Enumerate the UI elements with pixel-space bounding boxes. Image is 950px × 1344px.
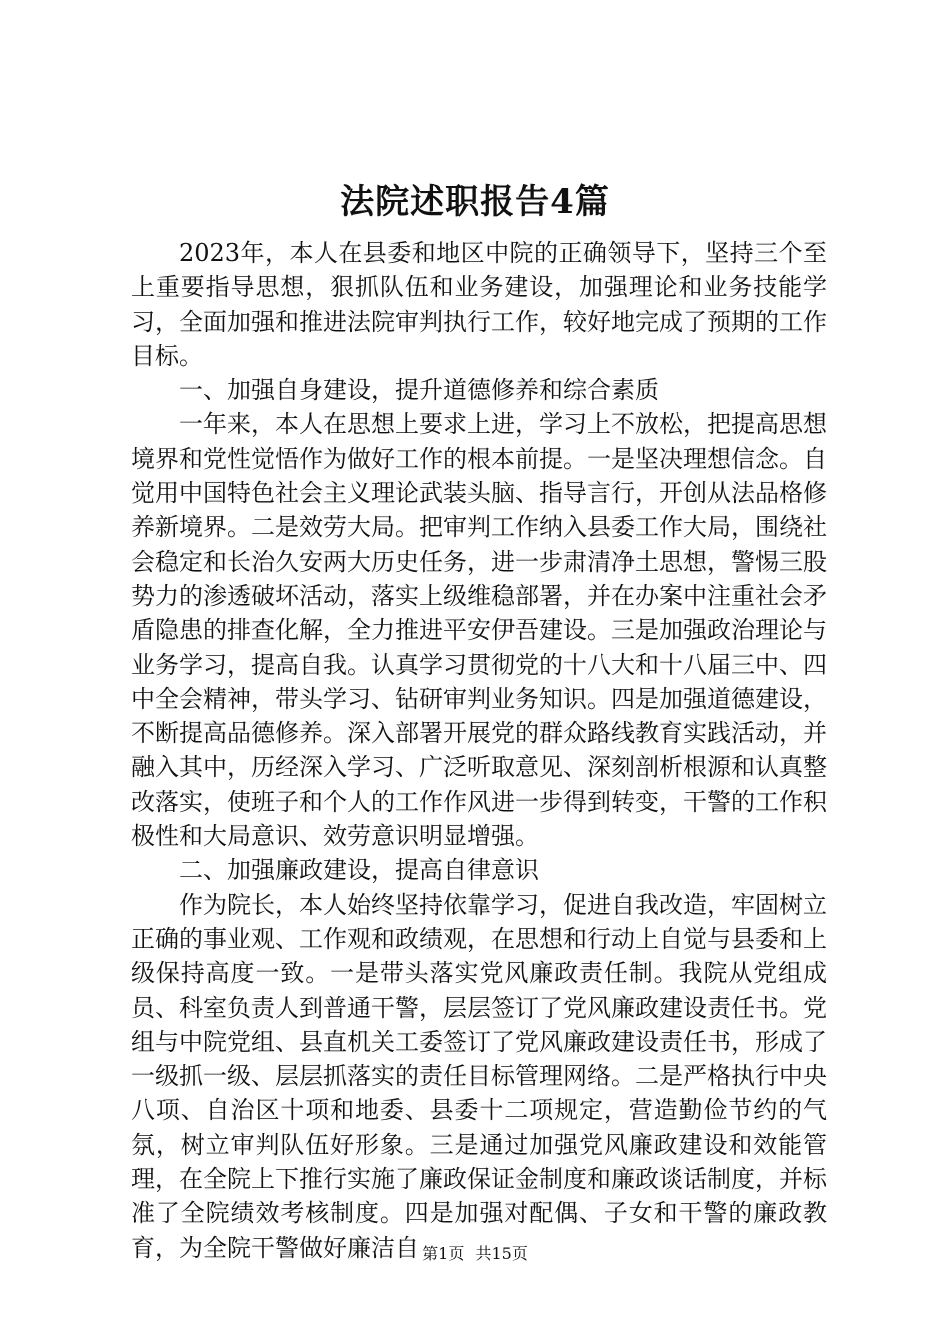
page-footer [0, 1244, 950, 1264]
page-total: 共15页 [475, 1244, 528, 1263]
document-body [131, 236, 827, 1265]
page-number: 第1页 [422, 1244, 465, 1263]
section-heading-1: 一、加强自身建设，提升道德修养和综合素质 [179, 376, 659, 405]
section-heading-2: 二、加强廉政建设，提高自律意识 [179, 856, 539, 885]
paragraph-section-1: 一年来，本人在思想上要求上进，学习上不放松，把提高思想境界和党性觉悟作为做好工作的根本前提。一是坚决理想信念。自觉用中国特色社会主义理论武装头脑、指导言行，开创从法品格修养新境界。二是效劳大局。把审判工作纳入县委工作大局，围绕社会稳定和长治久安两大历史任务，进一步肃清净土思想，警惕三股势力的渗透破坏活动，落实上级维稳部署，并在办案中注重社会矛盾隐患的排查化解，全力推进平安伊吾建设。三是加强政治理论与业务学习，提高自我。认真学习贯彻党的十八大和十八届三中、四中全会精神，带头学习、钻研审判业务知识。四是加强道德建设，不断提高品德修养。深入部署开展党的群众路线教育实践活动，并融入其中，历经深入学习、广泛听取意见、深刻剖析根源和认真整改落实，使班子和个人的工作作风进一步得到转变，干警的工作积极性和大局意识、效劳意识明显增强。 [131, 410, 827, 851]
document-title: 法院述职报告4篇 [340, 182, 610, 222]
paragraph-section-2: 作为院长，本人始终坚持依靠学习，促进自我改造，牢固树立正确的事业观、工作观和政绩观，在思想和行动上自觉与县委和上级保持高度一致。一是带头落实党风廉政责任制。我院从党组成员、科室负责人到普通干警，层层签订了党风廉政建设责任书。党组与中院党组、县直机关工委签订了党风廉政建设责任书，形成了一级抓一级、层层抓落实的责任目标管理网络。二是严格执行中央八项、自治区十项和地委、县委十二项规定，营造勤俭节约的气氛，树立审判队伍好形象。三是通过加强党风廉政建设和效能管理，在全院上下推行实施了廉政保证金制度和廉政谈话制度，并标准了全院绩效考核制度。四是加强对配偶、子女和干警的廉政教育，为全院干警做好廉洁自 [131, 890, 827, 1262]
paragraph-intro: 2023年，本人在县委和地区中院的正确领导下，坚持三个至上重要指导思想，狠抓队伍和业务建设，加强理论和业务技能学习，全面加强和推进法院审判执行工作，较好地完成了预期的工作目标。 [131, 239, 827, 370]
